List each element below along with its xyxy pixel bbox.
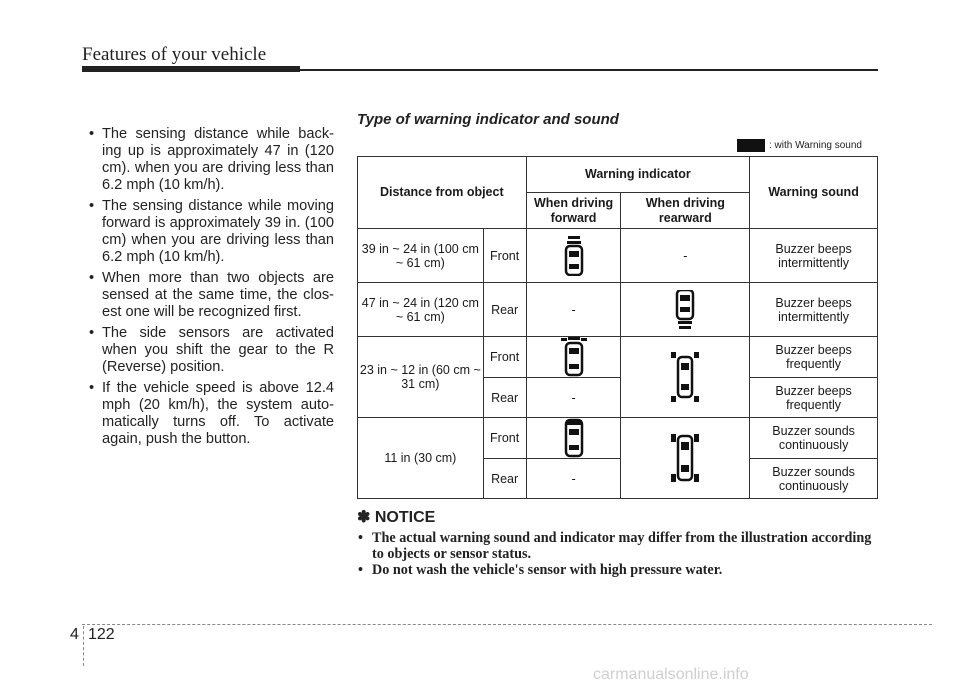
header-rule-thick xyxy=(82,66,300,72)
left-bullet-list xyxy=(82,126,334,452)
car-front-warning-icon xyxy=(560,236,588,276)
chapter-number: 4 xyxy=(70,626,79,643)
car-front-corner-warning-icon xyxy=(560,337,588,377)
cell-distance: 23 in ~ 12 in (60 cm ~ 31 cm) xyxy=(358,337,484,418)
header-warning-sound: Warning sound xyxy=(750,157,878,229)
header-warning-indicator: Warning indicator xyxy=(526,157,750,193)
cell-forward-indicator xyxy=(526,418,621,459)
notice-item: • Do not wash the vehicle's sensor with high pressure water. xyxy=(358,562,723,578)
watermark: carmanualsonline.info xyxy=(593,666,749,683)
cell-distance: 47 in ~ 24 in (120 cm ~ 61 cm) xyxy=(358,283,484,337)
footer-divider xyxy=(83,626,84,666)
car-all-corners-warning-icon xyxy=(670,350,700,404)
car-front-full-warning-icon xyxy=(560,418,588,458)
cell-sensor: Front xyxy=(483,229,526,283)
cell-forward-indicator xyxy=(526,337,621,378)
cell-sensor: Front xyxy=(483,337,526,378)
legend xyxy=(737,139,862,152)
cell-forward-indicator: - xyxy=(526,378,621,418)
bullet-item: • When more than two objects are sensed at the same time, the clos- est one will be recognized first. xyxy=(89,270,334,320)
bullet-text: The sensing distance while moving forward is approximately 39 in. (100 cm) when you are driving less than 6.2 mph (10 km/h). xyxy=(102,198,334,265)
cell-rearward-indicator: - xyxy=(621,229,750,283)
cell-rearward-indicator xyxy=(621,283,750,337)
cell-warning-sound: Buzzer sounds continuously xyxy=(750,459,878,499)
cell-warning-sound: Buzzer beeps frequently xyxy=(750,337,878,378)
cell-rearward-indicator xyxy=(621,418,750,499)
legend-swatch xyxy=(737,139,765,152)
bullet-item: • If the vehicle speed is above 12.4 mph (20 km/h), the system auto- matically turns off. To activate again, push the button. xyxy=(89,380,334,447)
cell-warning-sound: Buzzer beeps intermittently xyxy=(750,283,878,337)
cell-warning-sound: Buzzer beeps frequently xyxy=(750,378,878,418)
notice-text: Do not wash the vehicle's sensor with high pressure water. xyxy=(372,562,723,578)
warning-table xyxy=(357,156,878,499)
cell-sensor: Rear xyxy=(483,459,526,499)
notice-item: • The actual warning sound and indicator may differ from the illustration according to objects or sensor status. xyxy=(358,530,872,562)
bullet-item: • The sensing distance while moving forward is approximately 39 in. (100 cm) when you are driving less than 6.2 mph (10 km/h). xyxy=(89,198,334,265)
footer-rule xyxy=(82,624,932,625)
notice-title: ✽ NOTICE xyxy=(357,509,436,526)
cell-warning-sound: Buzzer sounds continuously xyxy=(750,418,878,459)
header-when-forward: When driving forward xyxy=(526,193,621,229)
header-when-rearward: When driving rearward xyxy=(621,193,750,229)
cell-distance: 39 in ~ 24 in (100 cm ~ 61 cm) xyxy=(358,229,484,283)
cell-forward-indicator xyxy=(526,229,621,283)
bullet-text: The sensing distance while back- ing up is approximately 47 in (120 cm). when you are driving less than 6.2 mph (10 km/h). xyxy=(102,126,334,193)
car-all-full-warning-icon xyxy=(670,431,700,485)
cell-sensor: Front xyxy=(483,418,526,459)
cell-sensor: Rear xyxy=(483,378,526,418)
bullet-item: • The side sensors are activated when you shift the gear to the R (Reverse) position. xyxy=(89,325,334,375)
bullet-text: If the vehicle speed is above 12.4 mph (20 km/h), the system auto- matically turns off. To activate again, push the button. xyxy=(102,380,334,447)
header-distance: Distance from object xyxy=(358,157,527,229)
bullet-text: When more than two objects are sensed at the same time, the clos- est one will be recognized first. xyxy=(102,270,334,320)
cell-rearward-indicator xyxy=(621,337,750,418)
section-title: Type of warning indicator and sound xyxy=(357,111,619,128)
cell-sensor: Rear xyxy=(483,283,526,337)
car-rear-warning-icon xyxy=(671,290,699,330)
cell-forward-indicator: - xyxy=(526,283,621,337)
header-rule-thin xyxy=(300,69,878,71)
cell-forward-indicator: - xyxy=(526,459,621,499)
notice-text: The actual warning sound and indicator may differ from the illustration according to objects or sensor status. xyxy=(372,530,872,562)
cell-distance: 11 in (30 cm) xyxy=(358,418,484,499)
bullet-item: • The sensing distance while back- ing up is approximately 47 in (120 cm). when you are driving less than 6.2 mph (10 km/h). xyxy=(89,126,334,193)
notice-list xyxy=(357,530,878,578)
bullet-text: The side sensors are activated when you shift the gear to the R (Reverse) position. xyxy=(102,325,334,375)
legend-label: : with Warning sound xyxy=(768,140,862,151)
page-header-title: Features of your vehicle xyxy=(82,44,267,65)
cell-warning-sound: Buzzer beeps intermittently xyxy=(750,229,878,283)
page-number: 122 xyxy=(88,626,115,643)
